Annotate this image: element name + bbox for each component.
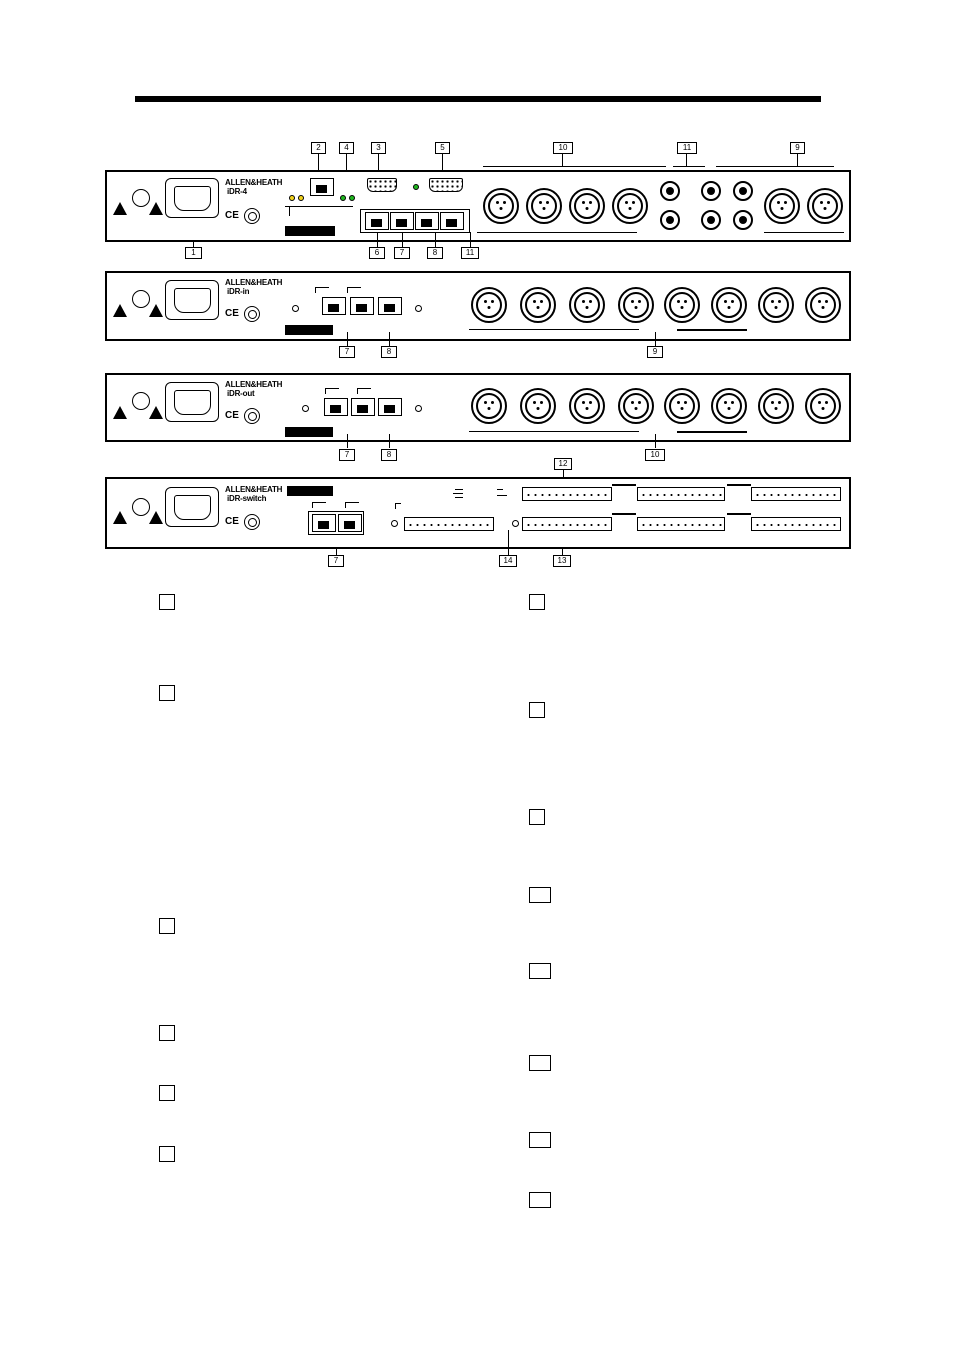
ground-terminal: [244, 306, 260, 322]
rj45-port-group: [360, 209, 470, 233]
fuse-holder: [132, 392, 150, 410]
rj45-port: [350, 297, 374, 315]
legend-box: [529, 1055, 551, 1071]
warning-icon: [113, 304, 127, 317]
header-rule: [135, 96, 821, 102]
legend-box: [529, 1132, 551, 1148]
xlr-input-2: [807, 188, 843, 224]
rj45-port: [351, 398, 375, 416]
label-strip: [285, 325, 333, 335]
rj45-network-port: [310, 178, 334, 196]
legend-box: [159, 1085, 175, 1101]
callout-2: 2: [311, 142, 326, 154]
mounting-screw: [292, 305, 299, 312]
brand-label: ALLEN&HEATH iDR-4: [225, 178, 283, 196]
ce-mark: CE: [225, 308, 239, 319]
rj45-port: [415, 212, 439, 230]
xlr-input-6: [711, 287, 747, 323]
warning-icon: [149, 202, 163, 215]
phoenix-connector: [751, 517, 841, 531]
brand-label: ALLEN&HEATH iDR-switch: [225, 485, 283, 503]
callout-7: 7: [339, 346, 355, 358]
xlr-input-8: [805, 287, 841, 323]
rj45-port: [365, 212, 389, 230]
mounting-screw: [415, 405, 422, 412]
label-strip: [285, 226, 335, 236]
fuse-holder: [132, 498, 150, 516]
legend-box: [159, 1146, 175, 1162]
warning-icon: [113, 202, 127, 215]
label-strip: [285, 427, 333, 437]
brand-label: ALLEN&HEATH iDR-in: [225, 278, 283, 296]
green-led-icon: [349, 195, 355, 201]
legend-box: [159, 1025, 175, 1041]
callout-1: 1: [185, 247, 202, 259]
warning-icon: [149, 406, 163, 419]
iec-power-inlet: [165, 382, 219, 422]
jack-socket: [701, 210, 721, 230]
legend-box: [529, 702, 545, 718]
mounting-screw: [302, 405, 309, 412]
jack-socket: [733, 181, 753, 201]
legend-box: [529, 594, 545, 610]
phoenix-connector: [637, 487, 725, 501]
xlr-output-1: [483, 188, 519, 224]
callout-11: 11: [677, 142, 697, 154]
green-led-icon: [340, 195, 346, 201]
callout-7: 7: [394, 247, 410, 259]
callout-7: 7: [328, 555, 344, 567]
legend-box: [159, 918, 175, 934]
ground-terminal: [244, 514, 260, 530]
label-strip: [287, 486, 333, 496]
ce-mark: CE: [225, 410, 239, 421]
xlr-input-5: [664, 287, 700, 323]
callout-9: 9: [647, 346, 663, 358]
xlr-input-1: [764, 188, 800, 224]
warning-icon: [113, 511, 127, 524]
idr-switch-panel: [105, 477, 851, 549]
callout-8: 8: [381, 346, 397, 358]
xlr-output-5: [664, 388, 700, 424]
xlr-output-8: [805, 388, 841, 424]
phoenix-connector: [522, 517, 612, 531]
iec-power-inlet: [165, 487, 219, 527]
xlr-output-3: [569, 188, 605, 224]
ce-mark: CE: [225, 516, 239, 527]
callout-13: 13: [553, 555, 571, 567]
callout-6: 6: [369, 247, 385, 259]
xlr-output-6: [711, 388, 747, 424]
warning-icon: [113, 406, 127, 419]
callout-3: 3: [371, 142, 386, 154]
jack-socket: [733, 210, 753, 230]
callout-8: 8: [427, 247, 443, 259]
mounting-screw: [512, 520, 519, 527]
xlr-input-2: [520, 287, 556, 323]
xlr-output-7: [758, 388, 794, 424]
phoenix-connector: [404, 517, 494, 531]
xlr-output-4: [612, 188, 648, 224]
legend-box: [529, 887, 551, 903]
callout-14: 14: [499, 555, 517, 567]
xlr-output-2: [520, 388, 556, 424]
rj45-port: [390, 212, 414, 230]
fuse-holder: [132, 189, 150, 207]
green-led-icon: [413, 184, 419, 190]
iec-power-inlet: [165, 178, 219, 218]
rj45-port: [324, 398, 348, 416]
jack-socket: [660, 210, 680, 230]
rj45-port: [322, 297, 346, 315]
callout-8: 8: [381, 449, 397, 461]
rj45-port-group: [308, 511, 364, 535]
idr-in-panel: [105, 271, 851, 341]
midi-port: [429, 178, 463, 192]
callout-7: 7: [339, 449, 355, 461]
xlr-output-1: [471, 388, 507, 424]
xlr-input-1: [471, 287, 507, 323]
jack-socket: [701, 181, 721, 201]
callout-11: 11: [461, 247, 479, 259]
phoenix-connector: [637, 517, 725, 531]
ground-terminal: [244, 408, 260, 424]
ce-mark: CE: [225, 210, 239, 221]
rj45-port: [378, 297, 402, 315]
xlr-input-3: [569, 287, 605, 323]
legend-box: [159, 594, 175, 610]
legend-box: [529, 963, 551, 979]
fuse-holder: [132, 290, 150, 308]
jack-socket: [660, 181, 680, 201]
legend-box: [529, 809, 545, 825]
callout-9: 9: [790, 142, 805, 154]
rj45-port: [338, 514, 362, 532]
xlr-output-4: [618, 388, 654, 424]
serial-port: [367, 178, 397, 192]
rj45-port: [378, 398, 402, 416]
callout-12: 12: [554, 458, 572, 470]
warning-icon: [149, 511, 163, 524]
brand-label: ALLEN&HEATH iDR-out: [225, 380, 283, 398]
mounting-screw: [391, 520, 398, 527]
idr-out-panel: [105, 373, 851, 442]
rj45-port: [312, 514, 336, 532]
yellow-led-icon: [298, 195, 304, 201]
callout-10: 10: [645, 449, 665, 461]
callout-5: 5: [435, 142, 450, 154]
legend-box: [159, 685, 175, 701]
warning-icon: [149, 304, 163, 317]
callout-10: 10: [553, 142, 573, 154]
idr4-panel: [105, 170, 851, 242]
xlr-output-3: [569, 388, 605, 424]
yellow-led-icon: [289, 195, 295, 201]
rj45-port: [440, 212, 464, 230]
iec-power-inlet: [165, 280, 219, 320]
legend-box: [529, 1192, 551, 1208]
xlr-output-2: [526, 188, 562, 224]
xlr-input-7: [758, 287, 794, 323]
xlr-input-4: [618, 287, 654, 323]
ground-terminal: [244, 208, 260, 224]
callout-4: 4: [339, 142, 354, 154]
phoenix-connector: [522, 487, 612, 501]
phoenix-connector: [751, 487, 841, 501]
mounting-screw: [415, 305, 422, 312]
